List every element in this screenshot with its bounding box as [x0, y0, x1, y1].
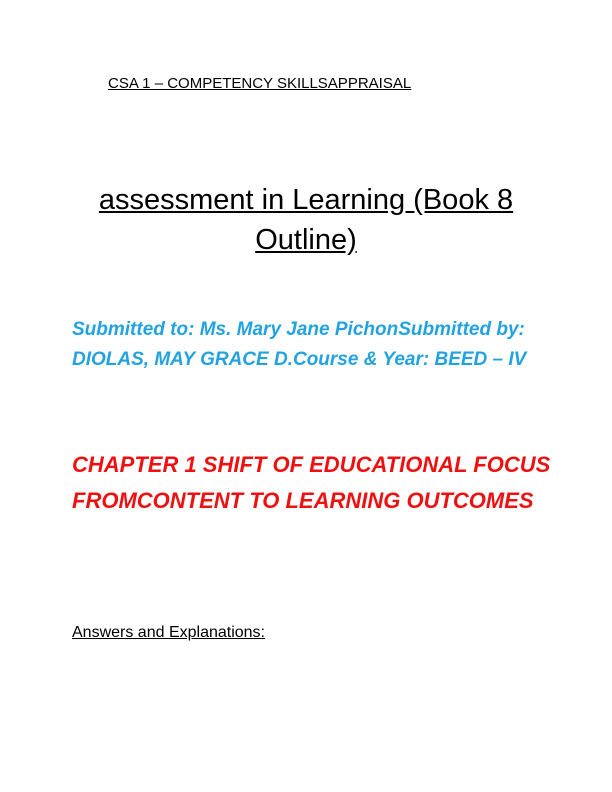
section-label: Answers and Explanations: — [72, 624, 265, 641]
document-header: CSA 1 – COMPETENCY SKILLSAPPRAISAL — [108, 75, 412, 92]
submission-details: Submitted to: Ms. Mary Jane PichonSubmitted by: DIOLAS, MAY GRACE D.Course & Year: BEED – IV — [72, 319, 527, 370]
chapter-heading: CHAPTER 1 SHIFT OF EDUCATIONAL FOCUS FROMCONTENT TO LEARNING OUTCOMES — [72, 452, 551, 513]
document-title: assessment in Learning (Book 8 Outline) — [98, 184, 514, 256]
